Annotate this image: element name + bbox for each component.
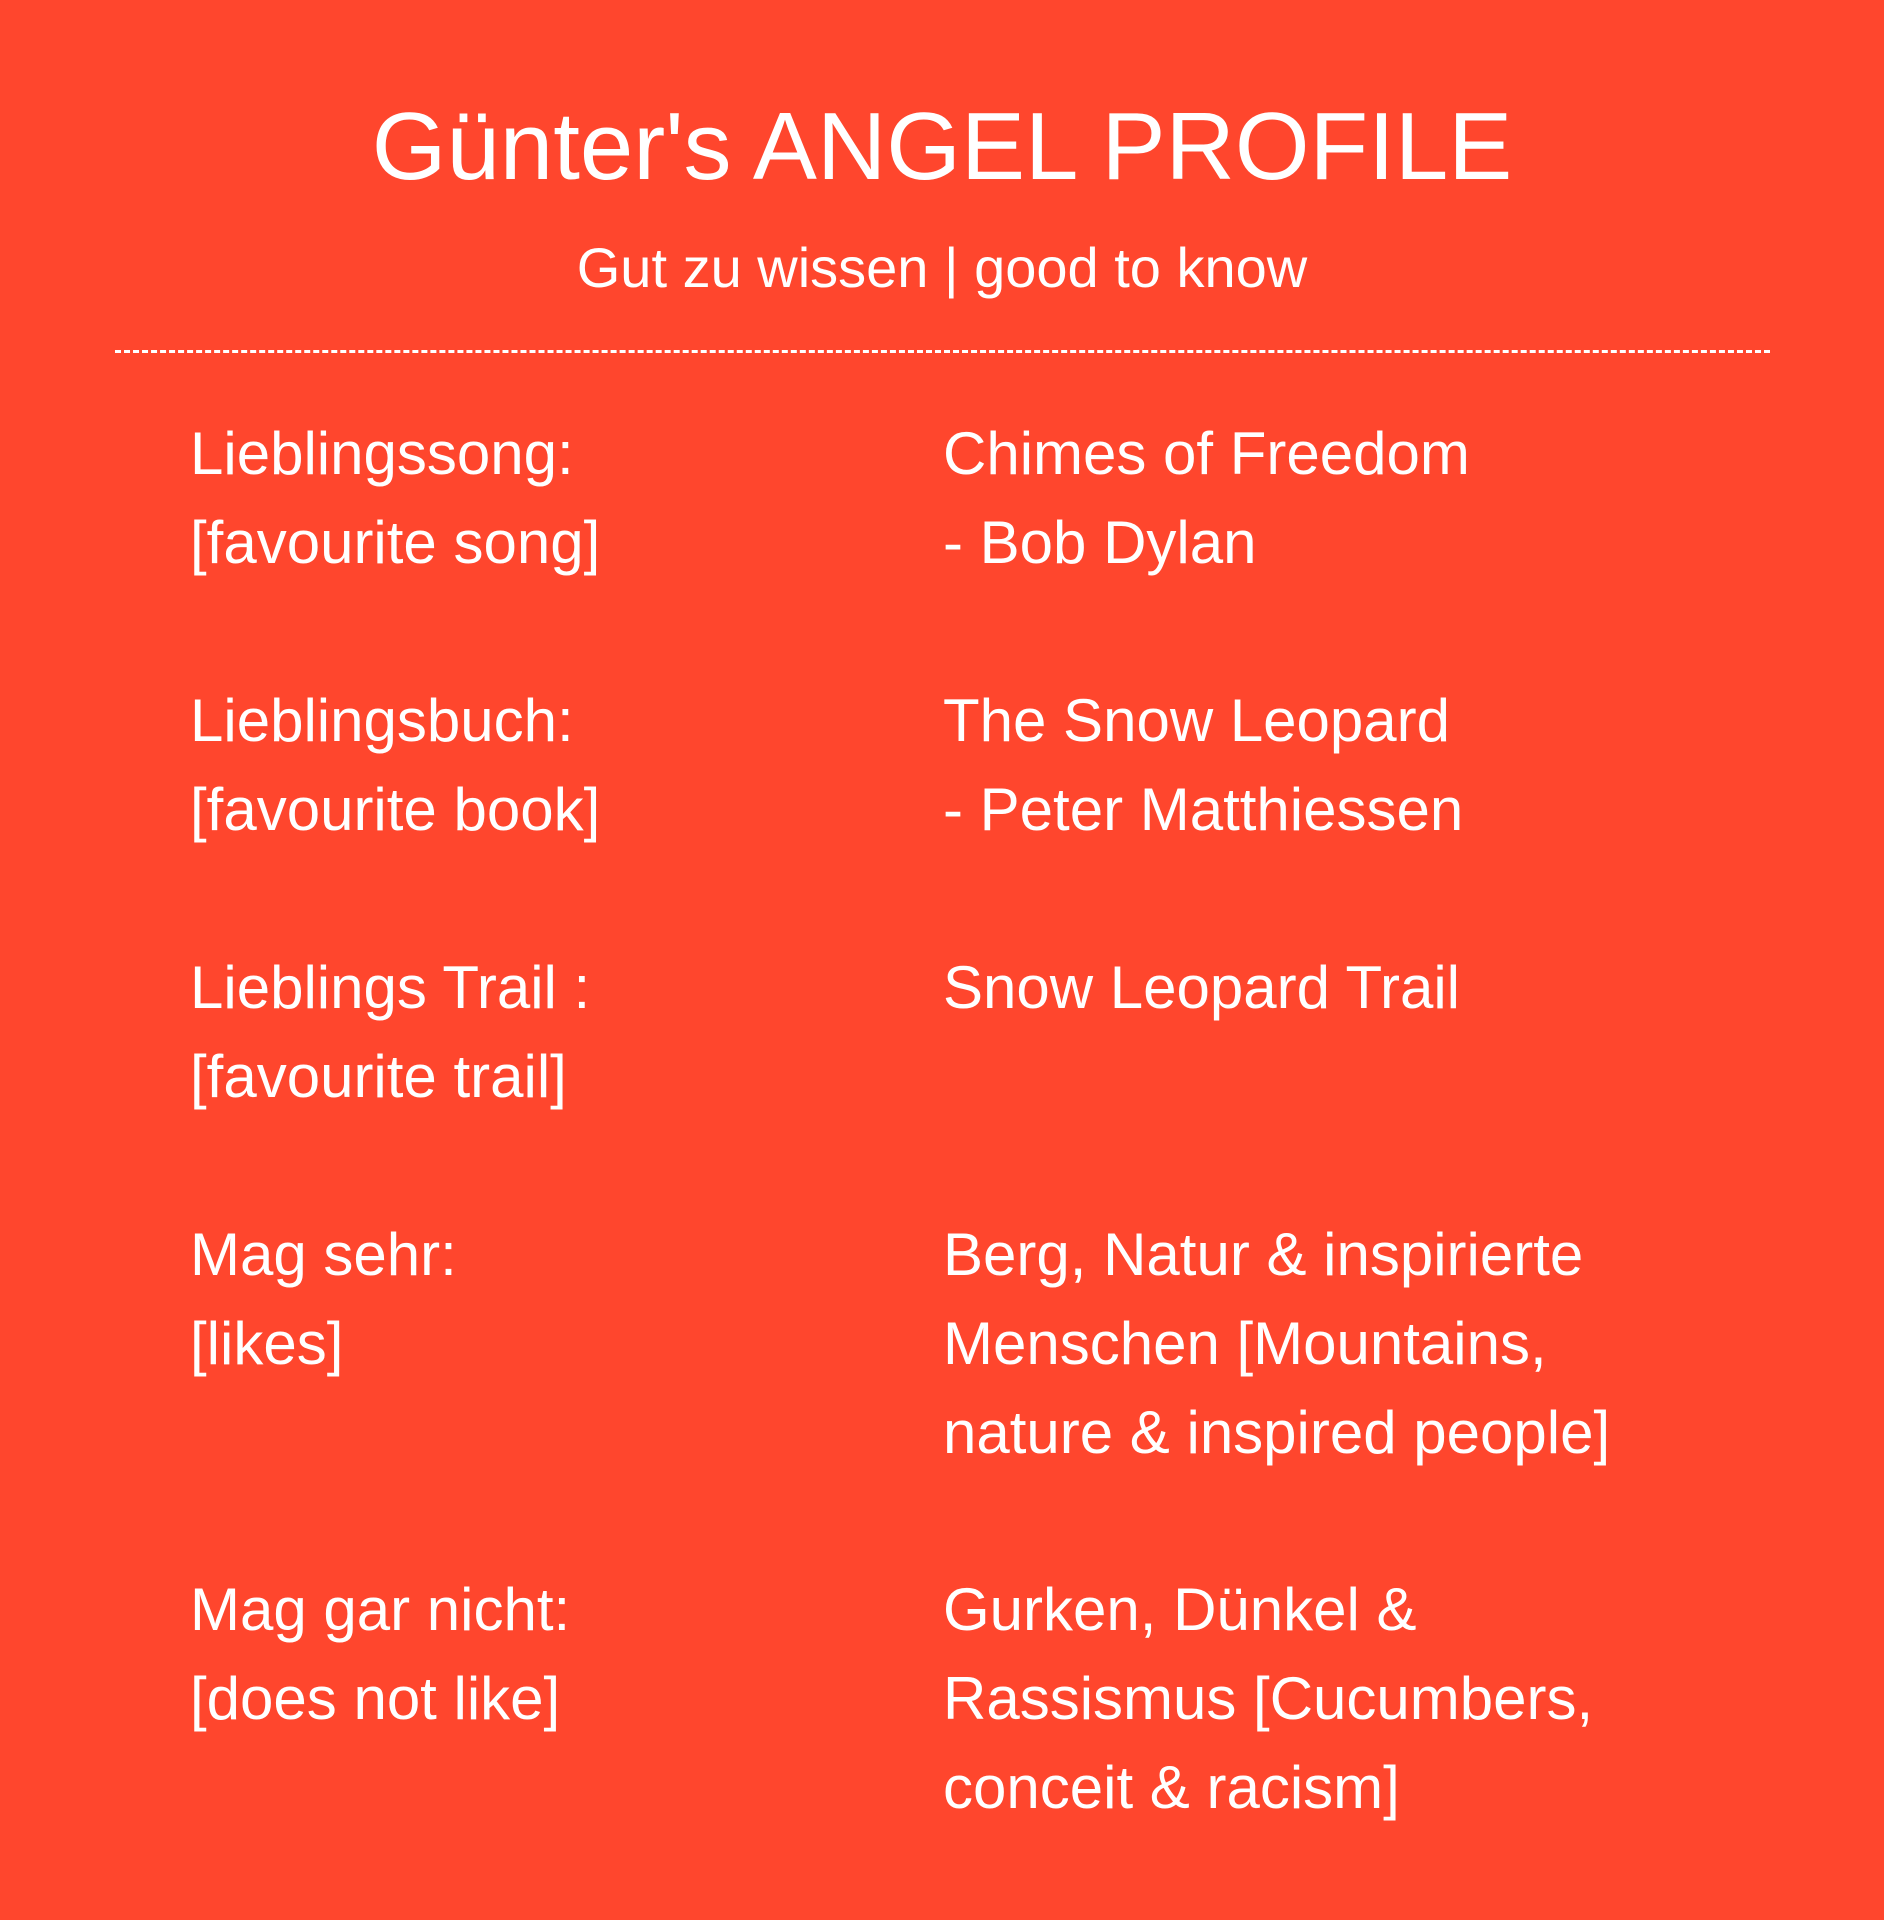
dashed-divider	[115, 350, 1770, 353]
row-value-line: Chimes of Freedom	[943, 420, 1470, 487]
row-label-german: Lieblings Trail :	[190, 954, 591, 1021]
row-value-line: Gurken, Dünkel &	[943, 1576, 1417, 1643]
row-label	[190, 943, 910, 1121]
row-value-line: conceit & racism]	[943, 1754, 1400, 1821]
row-value	[943, 943, 1803, 1032]
row-value	[943, 409, 1803, 587]
row-label-german: Lieblingssong:	[190, 420, 574, 487]
row-value-line: The Snow Leopard	[943, 687, 1451, 754]
row-label-english: [favourite song]	[190, 509, 601, 576]
row-value-line: - Peter Matthiessen	[943, 776, 1464, 843]
page-title: Günter's ANGEL PROFILE	[371, 93, 1513, 200]
row-label-english: [does not like]	[190, 1665, 561, 1732]
row-value-line: Rassismus [Cucumbers,	[943, 1665, 1594, 1732]
page-subtitle: Gut zu wissen | good to know	[576, 236, 1308, 299]
row-value	[943, 1210, 1803, 1477]
row-label	[190, 409, 910, 587]
row-label-german: Mag gar nicht:	[190, 1576, 571, 1643]
row-label	[190, 1565, 910, 1743]
row-value-line: nature & inspired people]	[943, 1399, 1611, 1466]
row-label-english: [likes]	[190, 1310, 344, 1377]
row-value	[943, 676, 1803, 854]
row-value-line: Berg, Natur & inspirierte	[943, 1221, 1584, 1288]
row-label-english: [favourite trail]	[190, 1043, 567, 1110]
row-label	[190, 1210, 910, 1388]
row-value-line: - Bob Dylan	[943, 509, 1257, 576]
row-label-german: Mag sehr:	[190, 1221, 457, 1288]
row-label-english: [favourite book]	[190, 776, 601, 843]
row-value	[943, 1565, 1803, 1832]
row-value-line: Menschen [Mountains,	[943, 1310, 1547, 1377]
row-label	[190, 676, 910, 854]
row-value-line: Snow Leopard Trail	[943, 954, 1460, 1021]
row-label-german: Lieblingsbuch:	[190, 687, 574, 754]
